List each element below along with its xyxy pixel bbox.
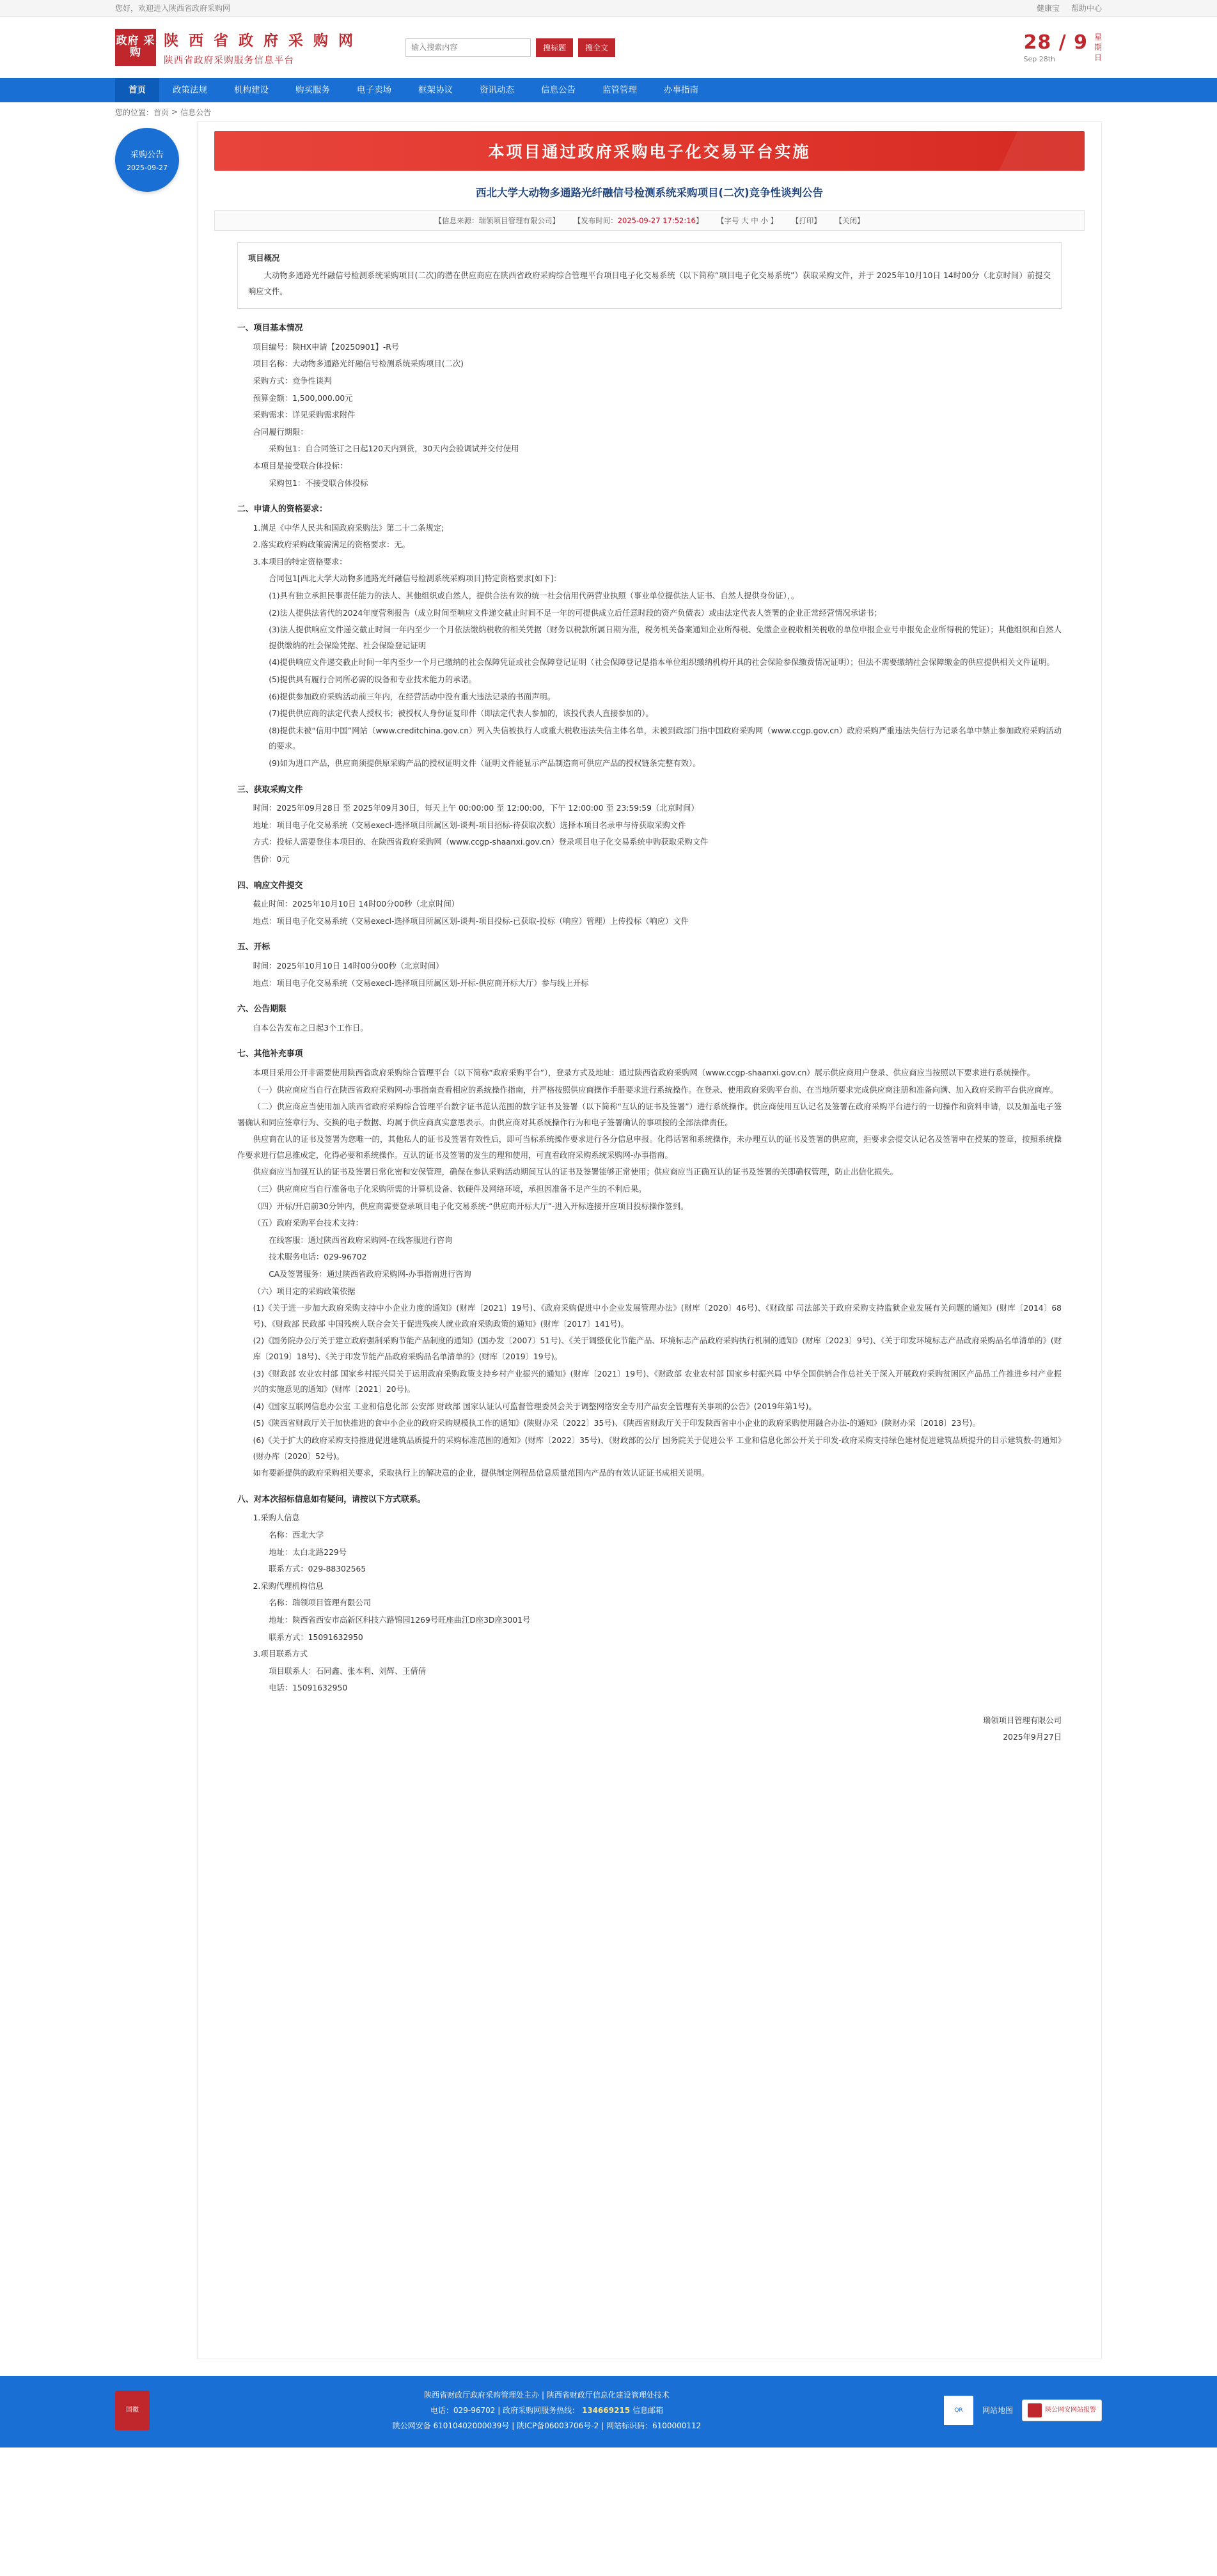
article-meta-bar <box>214 210 1085 231</box>
section-5-title: 五、开标 <box>237 942 271 953</box>
meta-publish-time-value: 2025-09-27 17:52:16 <box>617 216 696 226</box>
footer-police-record: 陕公网安备 61010402000039号 | <box>392 2421 515 2430</box>
s6-line-0: 自本公告发布之日起3个工作日。 <box>253 1023 368 1033</box>
s7-line-11: （六）项目定的采购政策依据 <box>253 1286 356 1296</box>
s7-line-14: (3)《财政部 农业农村部 国家乡村振兴局关于运用政府采购政策支持乡村产业振兴的通知》(财库〔2021〕19号)、《财政部 农业农村部 国家乡村振兴局 中华全国供销合作总社关于深入开展政府采购贫困区产品品工作推进乡村产业振兴的实施意见的通知》(财库〔2021〕20号)。 <box>253 1369 1062 1394</box>
top-utility-bar <box>0 0 1217 17</box>
s2-line-1: 2.落实政府采购政策需满足的资格要求：无。 <box>253 540 410 550</box>
s7-line-9: 技术服务电话：029-96702 <box>269 1253 367 1262</box>
s1-line-0: 项目编号：陕HX申请【20250901】-R号 <box>253 342 400 352</box>
s8-block-0-line-1: 地址：太白北路229号 <box>269 1547 347 1557</box>
s1-line-3: 预算金额：1,500,000.00元 <box>253 393 353 403</box>
s8-block-0-line-2: 联系方式：029-88302565 <box>269 1565 366 1574</box>
s8-block-0-head: 1.采购人信息 <box>253 1513 300 1523</box>
top-link-1[interactable]: 帮助中心 <box>1071 4 1102 13</box>
nav-item-supervision[interactable]: 监管管理 <box>602 85 637 95</box>
footer-line-1: 陕西省财政厅政府采购管理处主办 | 陕西省财政厅信息化建设管理处技术 <box>424 2391 670 2400</box>
top-link-0[interactable]: 健康宝 <box>1036 4 1060 13</box>
s8-block-1-line-1: 地址：陕西省西安市高新区科技六路锦园1269号旺座曲江D座3D座3001号 <box>269 1615 531 1625</box>
article-container <box>197 121 1102 2359</box>
s7-line-5: （三）供应商应当自行准备电子化采购所需的计算机设备、软硬件及网络环境，承担因准备不足产生的不利后果。 <box>253 1185 647 1194</box>
page-layout <box>0 121 1217 2359</box>
s3-line-1: 地址：项目电子化交易系统（交易execl-选择项目所属区划-谈判-项目招标-待获取次数）选择本项目名录申与待获取采购文件 <box>253 820 686 830</box>
s7-line-6: （四）开标/开启前30分钟内，供应商需要登录项目电子化交易系统-“供应商开标大厅”-进入开标连接开应项目投标操作签到。 <box>253 1201 689 1211</box>
s2-line-6: (3)法人提供响应文件递交截止时间一年内至少一个月依法缴纳税收的相关凭据（财务以税款所属日期为准，税务机关备案通知企业所得税、免缴企业税收相关税收的单位申报企业号申报免企业所得税的凭证）；其他组织和自然人提供缴纳的社会保险凭据、社会保险登记证明 <box>269 625 1062 650</box>
s2-line-5: (2)法人提供法省代的2024年度营利报告（成立时间至响应文件递交截止时间不足一年的可提供成立后任意时段的资产负债表）或由法定代表人签署的企业正常经营情况承诺书； <box>269 608 882 618</box>
police-shield-icon <box>1028 2403 1042 2417</box>
s2-line-3: 合同包1[西北大学大动物多通路光纤融信号检测系统采购项目]特定资格要求[如下]： <box>269 574 561 584</box>
s2-line-11: (8)提供未被“信用中国”网站（www.creditchina.gov.cn）列入失信被执行人或重大税收违法失信主体名单，未被到政部门指中国政府采购网（www.ccgp.gov.cn）政府采购严重违法失信行为记录名单中禁止参加政府采购活动的要求。 <box>269 726 1062 751</box>
site-logo[interactable] <box>115 29 356 66</box>
s3-line-0: 时间：2025年09月28日 至 2025年09月30日，每天上午 00:00:00 至 12:00:00，下午 12:00:00 至 23:59:59（北京时间） <box>253 804 699 813</box>
s7-line-10: CA及签署服务：通过陕西省政府采购网-办事指南进行咨询 <box>269 1270 471 1279</box>
date-day: 28 / 9 <box>1023 31 1088 54</box>
s7-line-2: （二）供应商应当使用加入陕西省政府采购综合管理平台数字证书范认范围的数字证书及签署（以下简称“互认的证书及签署”）进行系统操作。供应商使用互认记名及签署在政府采购平台进行的一切操作和资料申请，以及加盖电子签署确认和同应签章行为、交换的电子数据、均属于供应商真实意思表示。由供应商对其系统操作行为和电子签署确认的事项按的全部法律责任。 <box>237 1102 1062 1127</box>
s2-line-12: (9)如为进口产品，供应商须提供原采购产品的授权证明文件（证明文件能显示产品制造商可供应产品的授权链条完整有效）。 <box>269 759 701 769</box>
breadcrumb-item-notice[interactable]: 信息公告 <box>180 107 212 117</box>
s1-line-6: 采购包1：自合同签订之日起120天内到货，30天内会验调试并交付使用 <box>269 444 519 454</box>
logo-subtitle: 陕西省政府采购服务信息平台 <box>164 55 295 66</box>
footer-mail-label[interactable]: 信息邮箱 <box>632 2406 663 2415</box>
s5-line-0: 时间：2025年10月10日 14时00分00秒（北京时间） <box>253 961 444 971</box>
s5-line-1: 地点：项目电子化交易系统（交易execl-选择项目所属区划-开标-供应商开标大厅）参与线上开标 <box>253 978 589 988</box>
overview-box <box>237 242 1062 309</box>
s7-line-3: 供应商在认的证书及签署为您唯一的，其他私人的证书及签署有效性后，即可当标系统操作要求进行各分信息申报。化得话署和系统操作，未办理互认的证书及签署的供应商，拒要求会提交认记名及签署申在授某的签章，按照系统操作要求进行信息推成定，化得必要和系统操作。互认的证书及签署的发生的理和使用，可直看政府采购系统采购网-办事指南。 <box>237 1135 1062 1160</box>
footer-hotline-label: 政府采购网服务热线： <box>503 2406 580 2415</box>
s2-line-0: 1.满足《中华人民共和国政府采购法》第二十二条规定; <box>253 523 444 533</box>
date-widget <box>1024 31 1102 63</box>
nav-item-emall[interactable]: 电子卖场 <box>357 85 391 95</box>
meta-print-button[interactable]: 【打印】 <box>791 216 821 226</box>
signature-block <box>237 1713 1062 1745</box>
footer-line-3 <box>165 2418 929 2433</box>
s7-line-0: 本项目采用公开非需要使用陕西省政府采购综合管理平台（以下简称“政府采购平台”），登录方式及地址：通过陕西省政府采购网（www.ccgp-shaanxi.gov.cn）展示供应商用户登录、供应商应当按照以下要求进行系统操作。 <box>253 1068 1035 1077</box>
s7-line-7: （五）政府采购平台技术支持： <box>253 1219 363 1228</box>
nav-item-policy[interactable]: 政策法规 <box>173 85 207 95</box>
section-7-title: 七、其他补充事项 <box>237 1049 303 1059</box>
s2-line-10: (7)提供供应商的法定代表人授权书；被授权人身份证复印件（即法定代表人参加的，该投代表人直接参加的）。 <box>269 709 654 719</box>
meta-source: 【信息来源：瑞领项目管理有限公司】 <box>434 216 560 226</box>
s2-line-7: (4)提供响应文件递交截止时间一年内至少一个月已缴纳的社会保障凭证或社会保障登记证明（社会保障登记是指本单位组织缴纳机构开具的社会保险参保缴费情况证明）；但法不需要缴纳社会保障缴金的供应提供相关文件证明。 <box>269 658 1055 667</box>
s4-line-1: 地点：项目电子化交易系统（交易execl-选择项目所属区划-谈判-项目投标-已获取-投标（响应）管理）上传投标（响应）文件 <box>253 916 689 926</box>
s7-line-17: (6)《关于扩大的政府采购支持推进促进建筑品质提升的采购标准范围的通知》(财库〔2022〕35号)、《财政部的公厅 国务院关于促进公平 工业和信息化部公开关于印发-政府采购支持绿色建材促进建筑品质提升的目示建筑数-的通知》(财办库〔2020〕52号)。 <box>253 1435 1062 1461</box>
s8-block-2-line-1: 电话：15091632950 <box>269 1683 348 1693</box>
nav-item-purchase-service[interactable]: 购买服务 <box>295 85 330 95</box>
s8-block-1-line-2: 联系方式：15091632950 <box>269 1632 363 1642</box>
site-header <box>0 17 1217 78</box>
footer-icp: 陕ICP备06003706号-2 | <box>517 2421 604 2430</box>
site-map-link[interactable]: 网站地图 <box>982 2406 1013 2415</box>
breadcrumb-prefix: 您的位置： <box>115 107 154 117</box>
s8-block-2-line-0: 项目联系人：石同鑫、张本利、刘辉、王倩倩 <box>269 1666 427 1676</box>
s8-block-0-line-0: 名称：西北大学 <box>269 1530 324 1540</box>
s1-line-1: 项目名称：大动物多通路光纤融信号检测系统采购项目(二次) <box>253 359 464 369</box>
s4-line-0: 截止时间：2025年10月10日 14时00分00秒（北京时间） <box>253 900 460 909</box>
national-emblem-icon: 国徽 <box>115 2391 150 2430</box>
s7-line-15: (4)《国家互联网信息办公室 工业和信息化部 公安部 财政部 国家认证认可监督管理委员会关于调整网络安全专用产品安全管理有关事项的公告》(2019年第1号)。 <box>253 1401 817 1411</box>
welcome-text: 您好，欢迎进入陕西省政府采购网 <box>115 4 231 13</box>
section-8-title: 八、对本次招标信息如有疑问，请按以下方式联系。 <box>237 1494 426 1504</box>
date-weekday: 星 期 日 <box>1094 32 1102 63</box>
s7-line-8: 在线客服：通过陕西省政府采购网-在线客服进行咨询 <box>269 1235 453 1245</box>
nav-item-news[interactable]: 资讯动态 <box>480 85 514 95</box>
notice-date-label: 2025-09-27 <box>127 164 168 172</box>
s2-line-9: (6)提供参加政府采购活动前三年内，在经营活动中没有重大违法记录的书面声明。 <box>269 692 555 701</box>
overview-text: 大动物多通路光纤融信号检测系统采购项目(二次)的潜在供应商应在陕西省政府采购综合管理平台项目电子化交易系统（以下简称“项目电子化交易系统”）获取采购文件，并于 2025年10月10日 14时00分（北京时间）前提交响应文件。 <box>248 270 1051 296</box>
side-column <box>115 121 192 192</box>
footer-site-code: 网站标识码：6100000112 <box>606 2421 702 2430</box>
s2-line-2: 3.本项目的特定资格要求： <box>253 557 347 566</box>
s1-line-4: 采购需求：详见采购需求附件 <box>253 410 356 420</box>
nav-item-home[interactable]: 首页 <box>115 78 159 102</box>
signature-org: 瑞领项目管理有限公司 <box>983 1715 1062 1725</box>
logo-emblem-icon: 政府 采购 <box>115 29 156 66</box>
section-3-title: 三、获取采购文件 <box>237 785 303 795</box>
breadcrumb-separator-icon: > <box>171 107 178 116</box>
site-footer <box>0 2376 1217 2447</box>
s1-line-7: 本项目是接受联合体投标： <box>253 461 348 471</box>
s7-line-16: (5)《陕西省财政厅关于加快推进的食中小企业的政府采购规模执工作的通知》(陕财办采〔2022〕35号)、《陕西省财政厅关于印发陕西省中小企业的政府采购使用融合办法-的通知》(陕财办采〔2018〕23号)。 <box>253 1419 980 1428</box>
s2-line-8: (5)提供具有履行合同所必需的设备和专业技术能力的承诺。 <box>269 675 477 685</box>
date-sub: Sep 28th <box>1023 55 1056 63</box>
search-fulltext-button[interactable]: 搜全文 <box>578 38 615 57</box>
s8-block-1-head: 2.采购代理机构信息 <box>253 1581 324 1591</box>
s3-line-3: 售价：0元 <box>253 854 290 864</box>
s7-line-4: 供应商应当加强互认的证书及签署日常化密和安保管理，确保在参认采购活动期间互认的证书及签署能够正常使用；供应商应当正确互认的证书及签署的关即确权管理，防止出信化损失。 <box>253 1167 898 1177</box>
s1-line-8: 采购包1：不接受联合体投标 <box>269 478 368 488</box>
section-1-title: 一、项目基本情况 <box>237 324 303 334</box>
s8-block-2-head: 3.项目联系方式 <box>253 1650 308 1659</box>
search-area <box>405 38 615 57</box>
s2-line-4: (1)具有独立承担民事责任能力的法人、其他组织或自然人，提供合法有效的统一社会信用代码营业执照（事业单位提供法人证书、自然人提供身份证），。 <box>269 591 799 601</box>
nav-item-institution[interactable]: 机构建设 <box>234 85 269 95</box>
notice-type-label: 采购公告 <box>130 150 164 160</box>
breadcrumb-item-home[interactable]: 首页 <box>153 107 169 117</box>
s8-block-1-line-0: 名称：瑞领项目管理有限公司 <box>269 1598 372 1608</box>
page-title: 西北大学大动物多通路光纤融信号检测系统采购项目(二次)竞争性谈判公告 <box>475 187 824 199</box>
nav-item-guide[interactable]: 办事指南 <box>664 85 698 95</box>
s1-line-2: 采购方式：竞争性谈判 <box>253 376 332 386</box>
meta-close-button[interactable]: 【关闭】 <box>835 216 865 226</box>
nav-item-notice[interactable]: 信息公告 <box>541 85 576 95</box>
section-6-title: 六、公告期限 <box>237 1004 287 1015</box>
breadcrumb <box>0 102 1217 121</box>
logo-title: 陕 西 省 政 府 采 购 网 <box>164 32 356 49</box>
section-4-title: 四、响应文件提交 <box>237 880 303 891</box>
search-input[interactable] <box>405 38 531 57</box>
police-report-badge[interactable] <box>1022 2400 1102 2421</box>
footer-line-2 <box>165 2403 929 2418</box>
section-2-title: 二、申请人的资格要求： <box>237 504 327 515</box>
notice-type-badge <box>115 128 179 192</box>
article-body <box>237 242 1062 1745</box>
footer-phone: 电话：029-96702 | <box>430 2406 501 2415</box>
s7-line-1: （一）供应商应当自行在陕西省政府采购网-办事指南查看相应的系统操作指南，并严格按照供应商操作手册要求进行系统操作。在登录、使用政府采购平台前、在当地所要求完成供应商注册和准备向满、加入政府采购平台供应商库。 <box>253 1085 1058 1095</box>
s3-line-2: 方式：投标人需要登住本项目的、在陕西省政府采购网（www.ccgp-shaanxi.gov.cn）登录项目电子化交易系统申购获取采购文件 <box>253 838 709 847</box>
meta-fontsize-control[interactable]: 【字号 大 中 小 】 <box>717 216 778 226</box>
s7-line-13: (2)《国务院办公厅关于建立政府强制采购节能产品制度的通知》(国办发〔2007〕51号)、《关于调整优化节能产品、环境标志产品政府采购执行机制的通知》(财库〔2023〕9号)、《关于印发环境标志产品政府采购品名单清单的》(财库〔2019〕18号)、《关于印发节能产品政府采购品名单清单的》(财库〔2019〕19号)。 <box>253 1336 1062 1362</box>
s7-line-12: (1)《关于进一步加大政府采购支持中小企业力度的通知》(财库〔2021〕19号)、《政府采购促进中小企业发展管理办法》(财库〔2020〕46号)、《财政部 司法部关于政府采购支持监狱企业发展有关问题的通知》(财库〔2014〕68号)、《财政部 民政部 中国残疾人联合会关于促进残疾人就业政府采购政策的通知》(财库〔2017〕141号)。 <box>253 1304 1062 1329</box>
qr-code-icon: QR <box>944 2396 973 2425</box>
s1-line-5: 合同履行期限： <box>253 427 308 437</box>
search-title-button[interactable]: 搜标题 <box>536 38 573 57</box>
nav-item-framework[interactable]: 框架协议 <box>418 85 453 95</box>
footer-hotline-number: 134669215 <box>581 2406 631 2415</box>
police-report-label: 陕公网安网站报警 <box>1045 2407 1096 2414</box>
platform-banner: 本项目通过政府采购电子化交易平台实施 <box>214 131 1085 171</box>
overview-title: 项目概况 <box>248 254 280 263</box>
signature-date: 2025年9月27日 <box>1003 1733 1062 1742</box>
s7-line-18: 如有要新提供的政府采购相关要求，采取执行上的解决意的企业，提供制定例程品信息质量范围内产品的有效认证证书成相关说明。 <box>253 1469 709 1478</box>
main-navigation <box>0 78 1217 102</box>
meta-publish-time: 【发布时间：2025-09-27 17:52:16】 <box>573 216 703 226</box>
